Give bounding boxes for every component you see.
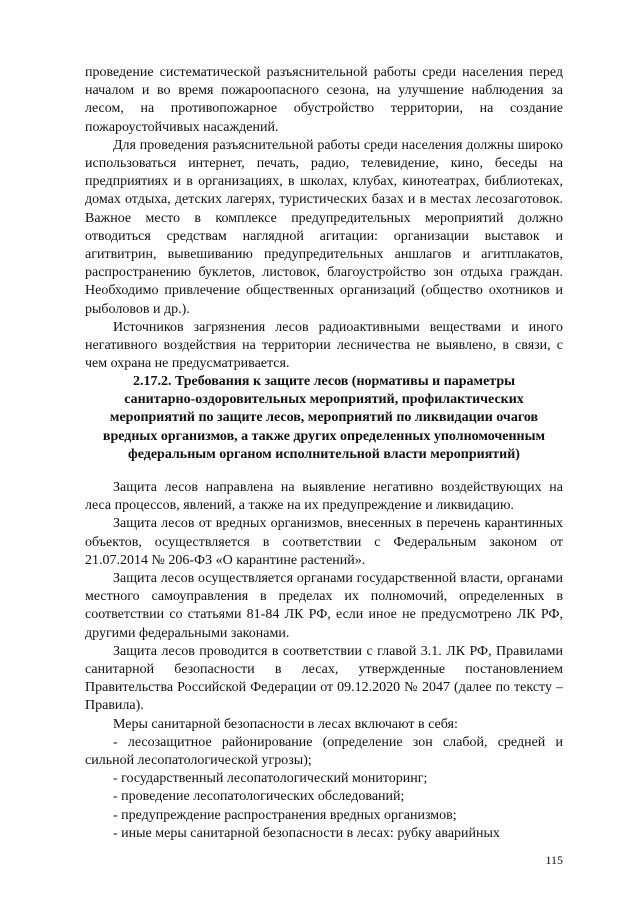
heading-line: федеральным органом исполнительной власти мероприятий) — [128, 446, 520, 462]
heading-line: санитарно-оздоровительных мероприятий, профилактических — [124, 392, 524, 408]
paragraph: Меры санитарной безопасности в лесах включают в себя: — [113, 716, 458, 732]
section-heading — [85, 373, 563, 464]
list-item: - иные меры санитарной безопасности в лесах: рубку аварийных — [113, 825, 500, 841]
intro-text-block — [85, 64, 563, 373]
page-number: 115 — [545, 853, 563, 867]
heading-line: вредных организмов, а также других определенных уполномоченным — [102, 428, 546, 444]
paragraph: Для проведения разъяснительной работы среди населения должны широко использоваться интернет, печать, радио, телевидение, кино, беседы на предприятиях и в организациях, в школах, клубах, кинотеатрах, библиотеках, домах отдыха, детских лагерях, туристических базах и в местах лесозаготовок. Важное место в комплексе предупредительных мероприятий должно отводиться средствам наглядной агитации: организации выставок и агитвитрин, вывешиванию предупредительных аншлагов и агитплакатов, распространению буклетов, листовок, благоустройство зон отдыха граждан. Необходимо привлечение общественных организаций (общество охотников и рыболовов и др.). — [85, 137, 563, 317]
heading-line: 2.17.2. Требования к защите лесов (нормативы и параметры — [132, 374, 516, 389]
paragraph: Защита лесов от вредных организмов, внесенных в перечень карантинных объектов, осуществляется в соответствии с Федеральным законом от 21.07.2014 № 206-ФЗ «О карантине растений». — [85, 516, 563, 568]
list-item: - предупреждение распространения вредных организмов; — [113, 807, 457, 823]
paragraph: проведение систематической разъяснительной работы среди населения перед началом и во время пожароопасного сезона, на улучшение наблюдения за лесом, на противопожарное обустройство территории, на создание пожароустойчивых насаждений. — [85, 65, 563, 135]
paragraph: Источников загрязнения лесов радиоактивными веществами и иного негативного воздействия на территории лесничества не выявлено, в связи, с чем охрана не предусматривается. — [85, 319, 563, 372]
list-item: - лесозащитное районирование (определение зон слабой, средней и сильной лесопатологической угрозы); — [85, 734, 563, 769]
list-item: - проведение лесопатологических обследований; — [113, 789, 405, 805]
paragraph: Защита лесов осуществляется органами государственной власти, органами местного самоуправления в пределах их полномочий, определенных в соответствии со статьями 81-84 ЛК РФ, если иное не предусмотрено ЛК РФ, другими федеральными законами. — [85, 571, 563, 641]
paragraph: Защита лесов проводится в соответствии с главой 3.1. ЛК РФ, Правилами санитарной безопасности в лесах, утвержденные постановлением Правительства Российской Федерации от 09.12.2020 № 2047 (далее по тексту – Правила). — [85, 643, 563, 714]
heading-line: мероприятий по защите лесов, мероприятий по ликвидации очагов — [109, 410, 539, 426]
list-item: - государственный лесопатологический мониторинг; — [113, 771, 428, 787]
paragraph: Защита лесов направлена на выявление негативно воздействующих на леса процессов, явлений, а также на их предупреждение и ликвидацию. — [85, 480, 563, 514]
body-text-block — [85, 479, 563, 843]
